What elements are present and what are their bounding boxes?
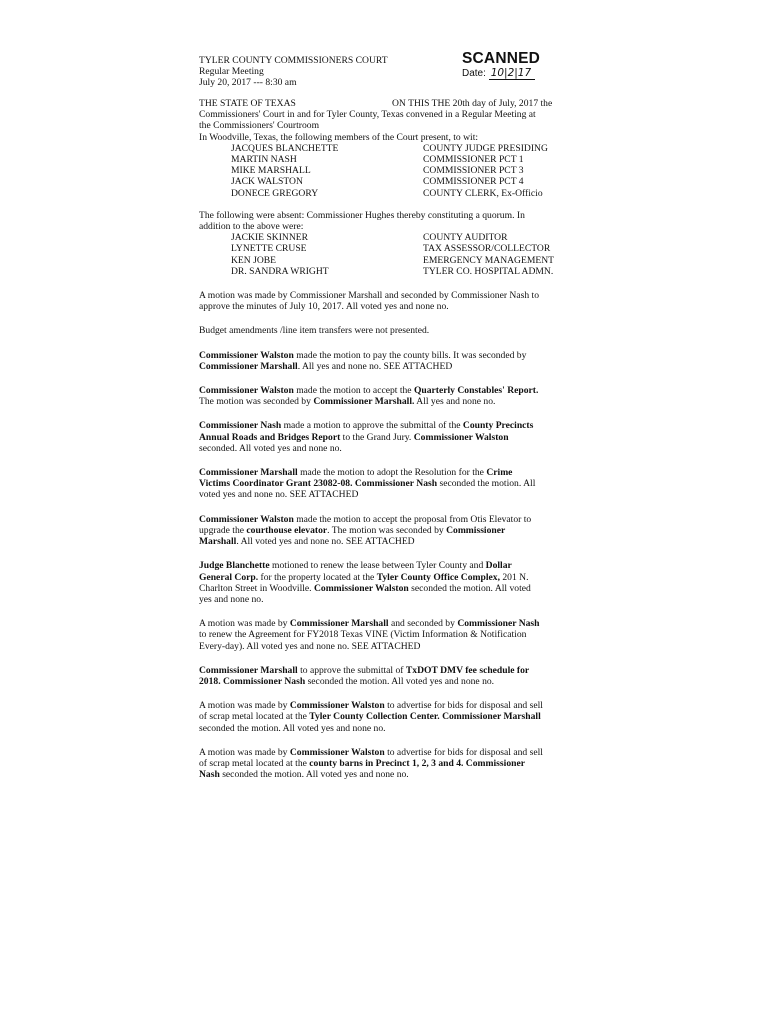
motion-text: A motion was made by [199, 746, 290, 758]
state-of-texas: THE STATE OF TEXAS [199, 98, 296, 109]
motion-subject: Quarterly Constables' Report. [413, 385, 539, 397]
motion-courthouse-elevator [199, 514, 583, 548]
motion-text: seconded the motion. All voted [408, 582, 531, 594]
motion-text: made the motion to pay the county bills. It was seconded by [293, 349, 527, 361]
motion-text: and seconded by [388, 618, 458, 630]
motion-text: A motion was made by [199, 618, 290, 630]
scanned-stamp [462, 51, 562, 80]
stamp-title: SCANNED [462, 50, 541, 67]
motion-constables-report [199, 385, 583, 407]
motion-scrap-metal-county-barns [199, 747, 583, 781]
member-name: JACK WALSTON [231, 176, 303, 188]
stamp-date-row [462, 67, 562, 80]
motion-text: . All voted yes and none no. SEE ATTACHED [236, 536, 415, 548]
absent-line-2: addition to the above were: [199, 221, 304, 233]
motion-mover: Commissioner Marshall [199, 664, 298, 676]
motion-mover: Commissioner Walston [289, 700, 385, 712]
motion-subject: Tyler County Office Complex, [376, 571, 500, 583]
motion-seconder: Nash [199, 769, 220, 781]
motion-seconder: Commissioner [446, 524, 506, 536]
member-name: MARTIN NASH [231, 154, 297, 166]
motion-county-bills [199, 350, 583, 372]
motion-text: for the property located at the [258, 571, 377, 583]
motion-text: made a motion to approve the submittal of the [281, 420, 463, 432]
motion-text: A motion was made by [199, 700, 290, 712]
motion-text: seconded. All voted yes and none no. [199, 442, 342, 454]
motion-text: seconded the motion. All voted yes and none no. [219, 769, 409, 781]
motion-text: made the motion to accept the proposal from Otis Elevator to [293, 513, 532, 525]
attendee-name: DR. SANDRA WRIGHT [231, 265, 329, 277]
intro-line-3: the Commissioners' Courtroom [199, 120, 320, 132]
motion-mover: Commissioner Walston [199, 513, 294, 525]
motion-subject: General Corp. [199, 571, 259, 583]
motion-seconder: Marshall [199, 536, 237, 548]
motion-mover: Commissioner Nash [199, 420, 282, 432]
motion-text: to renew the Agreement for FY2018 Texas VINE (Victim Information & Notification [199, 629, 527, 641]
motion-seconder: Commissioner Marshall [199, 360, 298, 372]
motion-text: A motion was made by Commissioner Marshall and seconded by Commissioner Nash to [199, 290, 540, 302]
motion-text: Charlton Street in Woodville. [199, 582, 314, 594]
motion-seconder: Commissioner Walston [413, 431, 509, 443]
motion-text: Every-day). All voted yes and none no. SEE ATTACHED [199, 640, 421, 652]
motion-subject: county barns in Precinct 1, 2, 3 and 4. Commissioner [309, 757, 525, 769]
motion-text: to approve the submittal of [297, 664, 406, 676]
other-attendees-list [199, 232, 583, 277]
intro-line-2: Commissioners' Court in and for Tyler County, Texas convened in a Regular Meeting at [199, 109, 536, 121]
motion-text: motioned to renew the lease between Tyler County and [269, 560, 486, 572]
motion-text: made the motion to accept the [293, 385, 414, 397]
motion-seconder: Commissioner Walston [313, 582, 409, 594]
motion-mover: Judge Blanchette [199, 560, 270, 572]
stamp-date-label: Date: [462, 68, 486, 79]
member-name: MIKE MARSHALL [231, 165, 311, 177]
motion-mover: Commissioner Marshall [199, 467, 298, 479]
attendee-title: TYLER CO. HOSPITAL ADMN. [423, 265, 554, 277]
budget-amendments-note: Budget amendments /line item transfers were not presented. [199, 325, 430, 337]
motion-crime-victims-grant [199, 467, 583, 501]
absent-line-1: The following were absent: Commissioner Hughes thereby constituting a quorum. In [199, 209, 525, 221]
intro-line-4: In Woodville, Texas, the following members of the Court present, to wit: [199, 131, 479, 143]
motion-subject: TxDOT DMV fee schedule for [405, 664, 530, 676]
on-this-date: ON THIS THE 20th day of July, 2017 the [392, 98, 553, 109]
member-name: DONECE GREGORY [231, 187, 319, 199]
intro-first-line [199, 98, 583, 109]
motion-text: approve the minutes of July 10, 2017. All voted yes and none no. [199, 301, 449, 313]
motion-mover: Commissioner Walston [199, 385, 294, 397]
motion-seconder: Commissioner Nash [457, 618, 540, 630]
motion-mover: Commissioner Walston [289, 746, 385, 758]
member-title: COUNTY CLERK, Ex-Officio [423, 187, 543, 199]
motion-seconder: Commissioner Marshall. [313, 396, 415, 408]
motion-text: yes and none no. [199, 593, 264, 605]
motion-subject: County Precincts [462, 420, 534, 432]
stamp-date-value: 10|2|17 [489, 67, 535, 80]
attendee-name: JACKIE SKINNER [231, 232, 309, 244]
motion-subject: courthouse elevator [246, 524, 328, 536]
motion-minutes-approval [199, 290, 583, 312]
attendee-name: LYNETTE CRUSE [231, 243, 307, 255]
motion-subject: Dollar [485, 560, 512, 572]
motion-text: seconded the motion. All voted yes and none no. [305, 675, 495, 687]
meeting-type: Regular Meeting [199, 66, 264, 78]
motion-subject: Victims Coordinator Grant 23082-08. Commissioner Nash [199, 478, 438, 490]
motion-text: All yes and none no. [414, 396, 496, 408]
motion-dollar-general-lease [199, 560, 583, 605]
motion-text: of scrap metal located at the [199, 757, 310, 769]
motion-text: to advertise for bids for disposal and sell [384, 700, 543, 712]
member-name: JACQUES BLANCHETTE [231, 142, 339, 154]
attendee-title: EMERGENCY MANAGEMENT [423, 254, 555, 266]
motion-text: . All yes and none no. SEE ATTACHED [297, 360, 453, 372]
motion-roads-bridges-report [199, 420, 583, 454]
motion-mover: Commissioner Walston [199, 349, 294, 361]
attendee-name: KEN JOBE [231, 254, 277, 266]
motion-mover: Commissioner Marshall [289, 618, 389, 630]
motion-text: seconded the motion. All [437, 478, 536, 490]
motion-text: to the Grand Jury. [340, 431, 414, 443]
member-title: COMMISSIONER PCT 1 [423, 154, 524, 166]
motion-subject: Tyler County Collection Center. Commissioner Marshall [309, 711, 541, 723]
motion-txdot-fee-schedule [199, 665, 583, 687]
motion-text: . The motion was seconded by [327, 524, 447, 536]
motion-text: 201 N. [499, 571, 529, 583]
motion-scrap-metal-collection-center [199, 700, 583, 734]
member-title: COMMISSIONER PCT 3 [423, 165, 524, 177]
motion-texas-vine [199, 618, 583, 652]
motion-subject: Annual Roads and Bridges Report [199, 431, 341, 443]
document-body [199, 98, 583, 780]
present-members-list [199, 143, 583, 199]
motion-text: to advertise for bids for disposal and sell [384, 746, 543, 758]
document-header [199, 55, 459, 89]
motion-subject: Crime [486, 467, 513, 479]
motion-text: The motion was seconded by [199, 396, 314, 408]
attendee-title: COUNTY AUDITOR [423, 232, 508, 244]
motion-text: of scrap metal located at the [199, 711, 310, 723]
motion-text: voted yes and none no. SEE ATTACHED [199, 489, 359, 501]
member-title: COUNTY JUDGE PRESIDING [423, 142, 548, 154]
motion-text: upgrade the [199, 524, 247, 536]
attendee-title: TAX ASSESSOR/COLLECTOR [423, 243, 551, 255]
member-title: COMMISSIONER PCT 4 [423, 176, 524, 188]
court-name: TYLER COUNTY COMMISSIONERS COURT [199, 55, 388, 66]
motion-seconder: 2018. Commissioner Nash [199, 675, 306, 687]
motion-text: made the motion to adopt the Resolution for the [297, 467, 487, 479]
meeting-datetime: July 20, 2017 --- 8:30 am [199, 77, 297, 89]
motion-text: seconded the motion. All voted yes and none no. [199, 722, 386, 734]
